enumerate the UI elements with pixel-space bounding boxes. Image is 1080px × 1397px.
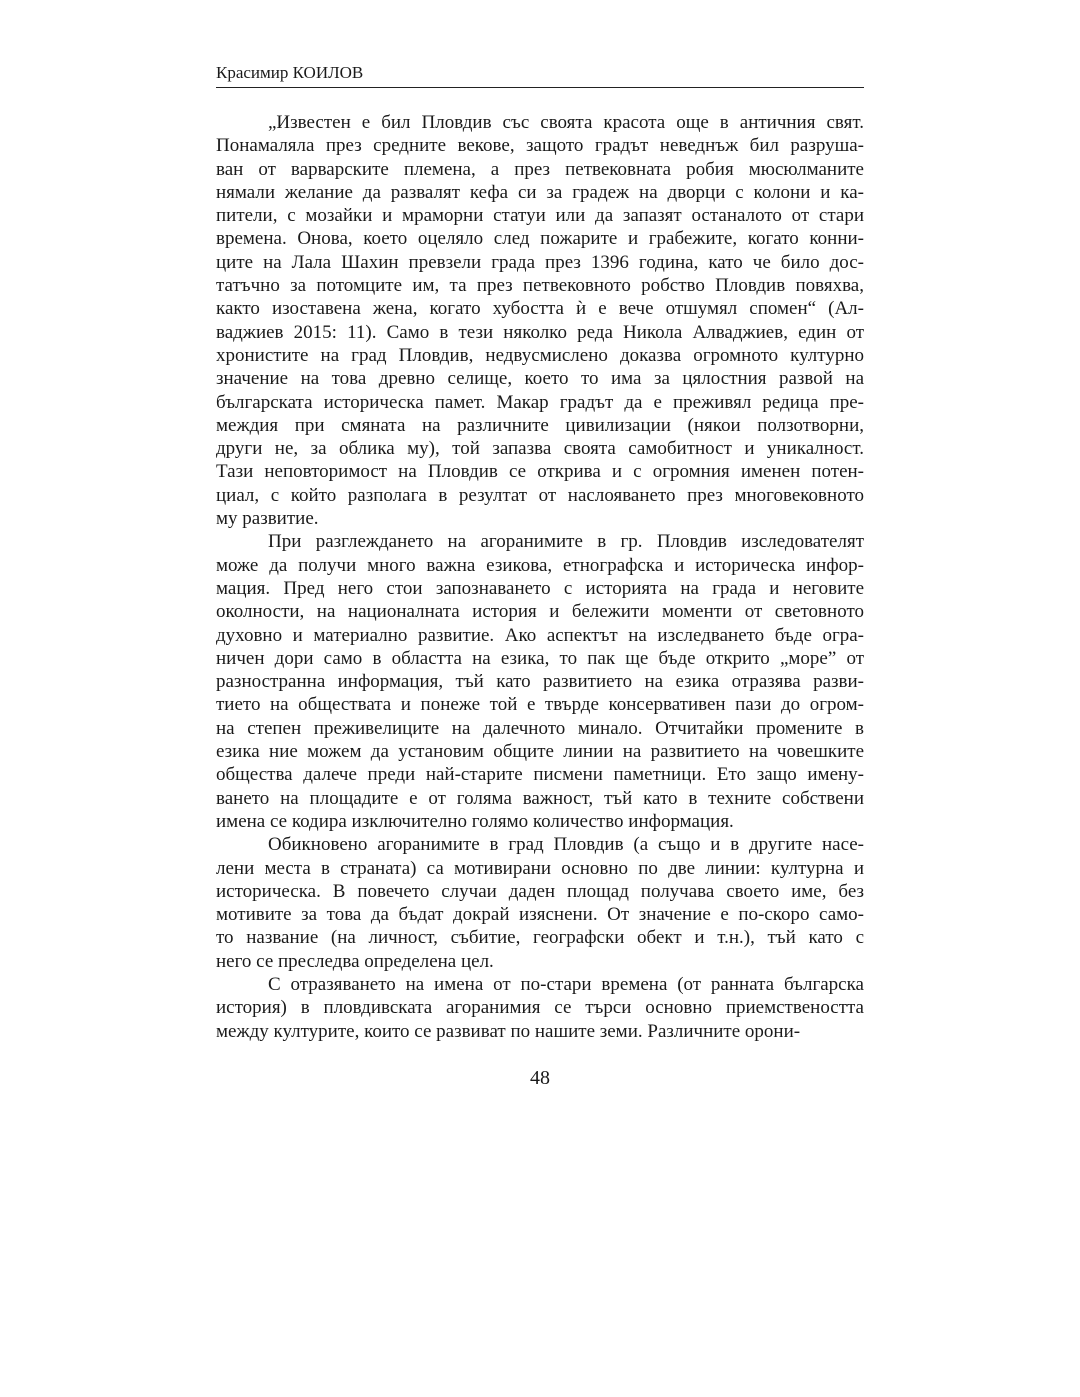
text-line: него се преследва определена цел. bbox=[216, 950, 494, 972]
text-line: татъчно за потомците им, та през петвековното робство Пловдив повяхва, bbox=[216, 275, 864, 297]
text-line: ничен дори само в областта на езика, то пак ще бъде открито „море” от bbox=[216, 647, 864, 669]
text-line: ването на площадите е от голяма важност, тъй като в техните собствени bbox=[216, 787, 864, 809]
text-line: Обикновено агоранимите в град Пловдив (а също и в другите насе- bbox=[268, 834, 864, 856]
text-line: между културите, които се развиват по нашите земи. Различните орони- bbox=[216, 1020, 801, 1042]
text-line: Понамаляла през средните векове, защото градът неведнъж бил разруша- bbox=[216, 135, 864, 157]
paragraph bbox=[216, 833, 864, 973]
paragraph bbox=[216, 973, 864, 1043]
page-number: 48 bbox=[530, 1067, 550, 1089]
text-line: общества далече преди най-старите писмени паметници. Ето защо имену- bbox=[216, 764, 864, 786]
text-line: околности, на националната история и бележити моменти от световното bbox=[216, 601, 864, 623]
text-line: то название (на личност, събитие, географски обект и т.н.), тъй като с bbox=[216, 927, 864, 949]
text-line: духовно и материално развитие. Ако аспектът на изследването бъде огра- bbox=[216, 624, 864, 646]
text-line: други не, за облика му), той запазва своята самобитност и уникалност. bbox=[216, 438, 864, 460]
text-line: ваджиев 2015: 11). Само в тези няколко реда Никола Алваджиев, един от bbox=[216, 321, 864, 343]
text-line: ците на Лала Шахин превзели града през 1396 година, като че било дос- bbox=[216, 251, 864, 273]
text-line: значение на това древно селище, което то има за цялостния развой на bbox=[216, 368, 864, 390]
text-line: При разглеждането на агоранимите в гр. Пловдив изследователят bbox=[268, 531, 864, 553]
running-head-author: Красимир КОИЛОВ bbox=[216, 63, 864, 88]
text-line: разностранна информация, тъй като развитието на езика отразява разви- bbox=[216, 671, 864, 693]
text-line: имена се кодира изключително голямо количество информация. bbox=[216, 810, 734, 832]
text-line: историческа. В повечето случаи даден площад получава своето име, без bbox=[216, 880, 864, 902]
text-line: тието на обществата и понеже той е твърде консервативен пази до огром- bbox=[216, 694, 864, 716]
text-line: езика ние можем да установим общите линии на развитието на човешките bbox=[216, 741, 864, 763]
body-text bbox=[216, 111, 864, 1043]
text-line: Тази неповторимост на Пловдив се открива и с огромния именен потен- bbox=[216, 461, 864, 483]
text-line: времена. Онова, което оцеляло след пожарите и грабежите, когато конни- bbox=[216, 228, 864, 250]
text-line: както изоставена жена, когато хубостта ѝ е вече отшумял спомен“ (Ал- bbox=[216, 298, 864, 320]
text-line: мотивите за това да бъдат докрай изяснени. От значение е по-скоро само- bbox=[216, 904, 864, 926]
text-line: му развитие. bbox=[216, 508, 319, 530]
text-line: мация. Пред него стои запознаването с историята на града и неговите bbox=[216, 577, 864, 599]
text-line: хронистите на град Пловдив, недвусмислено доказва огромното културно bbox=[216, 344, 864, 366]
text-line: циал, с който разполага в резултат от наслояването през многовековното bbox=[216, 484, 864, 506]
text-line: българската историческа памет. Макар градът да е преживял редица пре- bbox=[216, 391, 864, 413]
text-line: междия при смяната на различните цивилизации (някои ползотворни, bbox=[216, 414, 864, 436]
text-line: лени места в страната) са мотивирани основно по две линии: културна и bbox=[216, 857, 864, 879]
text-line: на степен преживелиците на далечното минало. Отчитайки промените в bbox=[216, 717, 864, 739]
text-line: С отразяването на имена от по-стари времена (от ранната българска bbox=[268, 973, 864, 995]
text-line: може да получи много важна езикова, етнографска и историческа инфор- bbox=[216, 554, 864, 576]
text-line: история) в пловдивската агоранимия се търси основно приемствеността bbox=[216, 997, 864, 1019]
text-line: ван от варварските племена, а през петвековната робия мюсюлманите bbox=[216, 158, 864, 180]
text-line: пители, с мозайки и мраморни статуи или да запазят останалото от стари bbox=[216, 205, 864, 227]
text-line: „Известен е бил Пловдив със своята красота още в античния свят. bbox=[268, 112, 864, 133]
text-line: нямали желание да развалят кефа си за градеж на дворци с колони и ка- bbox=[216, 181, 864, 203]
paragraph bbox=[216, 111, 864, 530]
paragraph bbox=[216, 530, 864, 833]
